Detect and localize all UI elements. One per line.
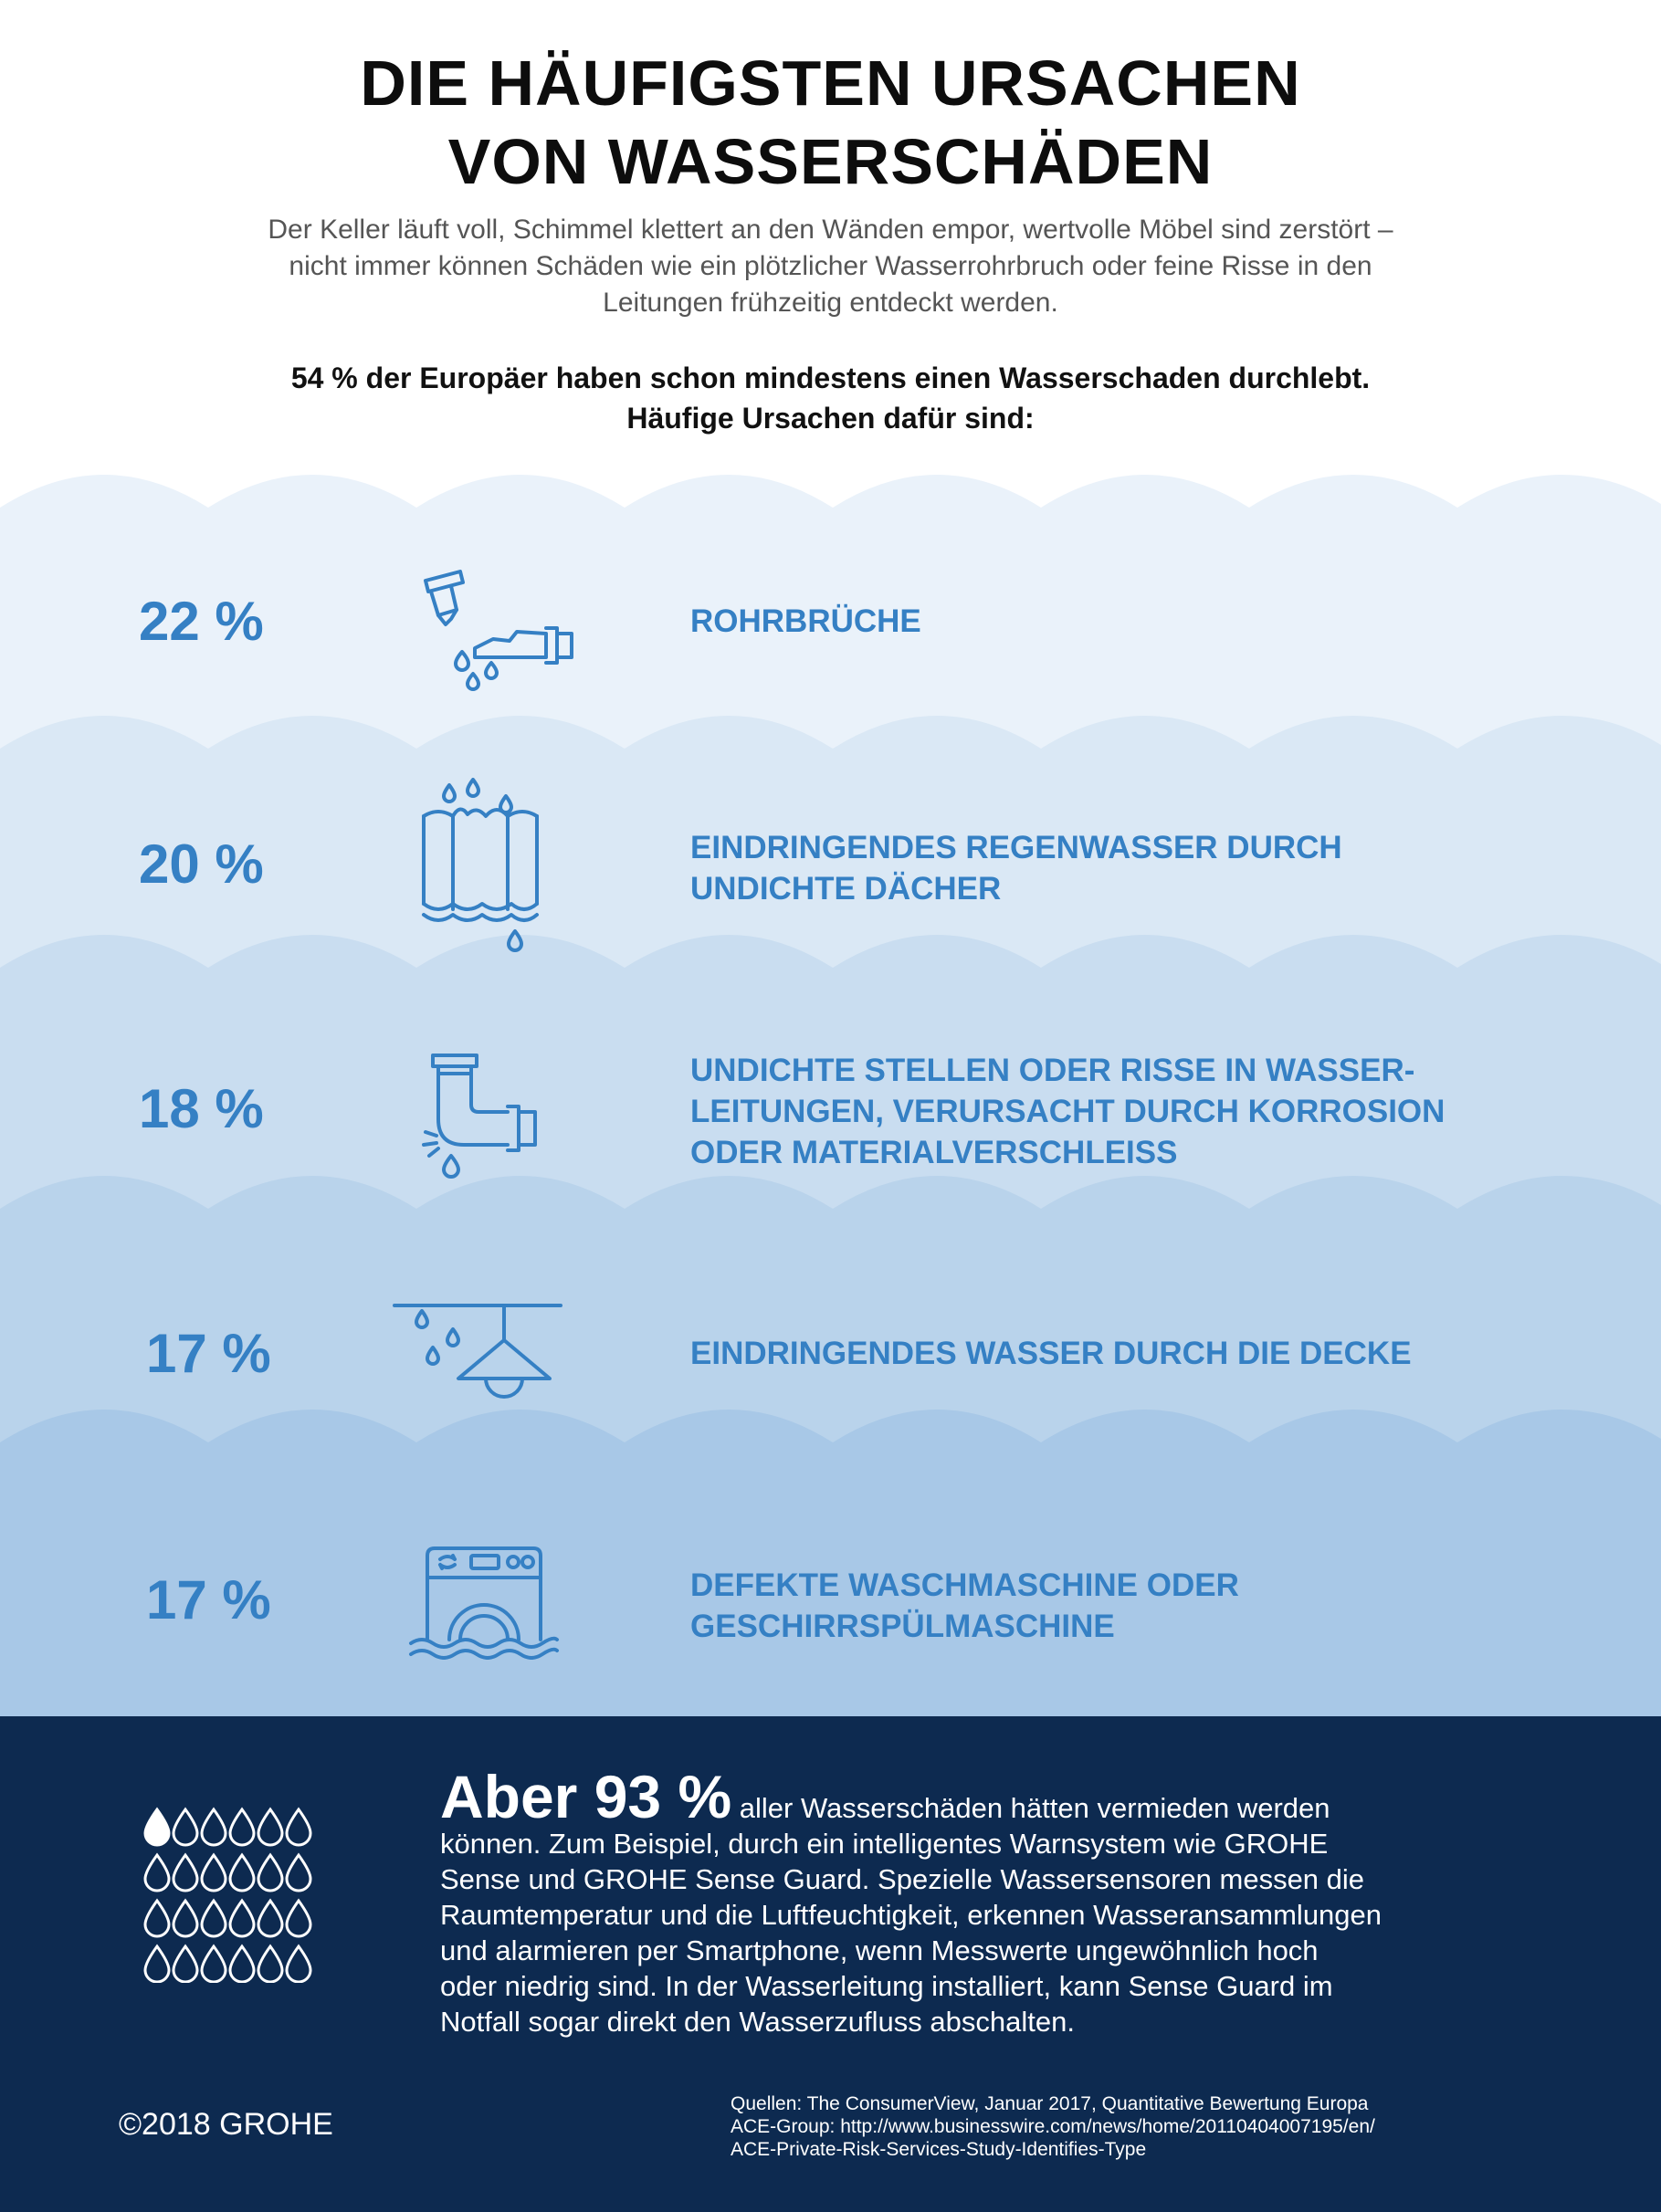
prevention-first-line — [440, 1763, 1563, 1830]
leaking-roof-icon — [416, 776, 544, 959]
source-line: ACE-Private-Risk-Services-Study-Identifies-Type — [731, 2139, 1147, 2160]
water-drop-icon — [173, 1946, 197, 1982]
cause-label-line: UNDICHTE STELLEN ODER RISSE IN WASSER- — [690, 1053, 1415, 1088]
water-drop-icon — [258, 1946, 282, 1982]
drop-grid — [142, 1804, 312, 1983]
water-drop-icon — [287, 1901, 310, 1936]
title-line-1: DIE HÄUFIGSTEN URSACHEN — [360, 47, 1301, 119]
water-drop-icon — [202, 1855, 226, 1891]
leaking-pipe-elbow-icon — [416, 1050, 553, 1187]
prevention-line: Notfall sogar direkt den Wasserzufluss abschalten. — [440, 2006, 1075, 2038]
water-drop-icon — [202, 1946, 226, 1982]
prevention-line: können. Zum Beispiel, durch ein intelligentes Warnsystem wie GROHE — [440, 1828, 1329, 1860]
water-drop-icon — [173, 1855, 197, 1891]
cause-label-line: GESCHIRRSPÜLMASCHINE — [690, 1609, 1115, 1644]
ceiling-lamp-drip-icon — [391, 1296, 564, 1406]
prevention-line: Sense und GROHE Sense Guard. Spezielle Wassersensoren messen die — [440, 1863, 1365, 1895]
source-line: ACE-Group: http://www.businesswire.com/news/home/20110404007195/en/ — [731, 2116, 1375, 2137]
water-drop-icon — [258, 1855, 282, 1891]
cause-percent: 17 % — [146, 1569, 271, 1630]
water-drop-icon — [287, 1809, 310, 1845]
prevention-text — [440, 1763, 1563, 2039]
water-drop-icon — [287, 1946, 310, 1982]
cause-label — [690, 1565, 1239, 1647]
water-drop-icon — [145, 1946, 169, 1982]
water-drop-icon-filled — [145, 1809, 169, 1845]
water-drop-icon — [173, 1901, 197, 1936]
prevention-line: Raumtemperatur und die Luftfeuchtigkeit, erkennen Wasseransammlungen — [440, 1899, 1382, 1931]
intro-text — [137, 212, 1524, 321]
cause-label — [690, 601, 921, 642]
water-drop-icon — [145, 1901, 169, 1936]
water-drop-icon — [230, 1855, 254, 1891]
cause-label — [690, 1333, 1412, 1374]
first-line-text: aller Wasserschäden hätten vermieden werden — [731, 1792, 1330, 1824]
cause-label-line: EINDRINGENDES WASSER DURCH DIE DECKE — [690, 1336, 1412, 1371]
water-drop-icon — [230, 1901, 254, 1936]
prevention-line: und alarmieren per Smartphone, wenn Messwerte ungewöhnlich hoch — [440, 1934, 1319, 1966]
wave-band-5 — [0, 1410, 1661, 1716]
water-drop-icon — [173, 1809, 197, 1845]
lead-statement — [91, 358, 1570, 438]
copyright: ©2018 GROHE — [119, 2107, 333, 2142]
cause-label — [690, 1050, 1445, 1173]
lead-line-1: 54 % der Europäer haben schon mindestens einen Wasserschaden durchlebt. — [290, 362, 1371, 394]
intro-line-3: Leitungen frühzeitig entdeckt werden. — [603, 288, 1058, 318]
cause-label-line: EINDRINGENDES REGENWASSER DURCH — [690, 830, 1342, 865]
prevention-line: oder niedrig sind. In der Wasserleitung installiert, kann Sense Guard im — [440, 1970, 1333, 2002]
highlight-stat: Aber 93 % — [440, 1763, 732, 1830]
cause-percent: 22 % — [139, 591, 264, 652]
water-drop-icon — [145, 1855, 169, 1891]
cause-label-line: DEFEKTE WASCHMASCHINE ODER — [690, 1567, 1239, 1603]
water-drop-icon — [287, 1855, 310, 1891]
page-title — [0, 44, 1661, 201]
cause-label-line: ODER MATERIALVERSCHLEISS — [690, 1135, 1178, 1170]
cause-label-line: LEITUNGEN, VERURSACHT DURCH KORROSION — [690, 1094, 1445, 1129]
intro-line-1: Der Keller läuft voll, Schimmel klettert an den Wänden empor, wertvolle Möbel sind zerstört – — [268, 215, 1393, 245]
broken-pipe-icon — [418, 568, 583, 696]
cause-label — [690, 827, 1342, 909]
water-drop-icon — [258, 1901, 282, 1936]
cause-percent: 18 % — [139, 1078, 264, 1139]
cause-label-line: UNDICHTE DÄCHER — [690, 871, 1002, 907]
sources — [731, 2092, 1375, 2161]
intro-line-2: nicht immer können Schäden wie ein plötzlicher Wasserrohrbruch oder feine Risse in den — [289, 251, 1372, 281]
water-drop-icon — [230, 1946, 254, 1982]
water-drop-icon — [258, 1809, 282, 1845]
lead-line-2: Häufige Ursachen dafür sind: — [626, 402, 1035, 435]
water-drop-icon — [230, 1809, 254, 1845]
water-drop-icon — [202, 1901, 226, 1936]
source-line: Quellen: The ConsumerView, Januar 2017, Quantitative Bewertung Europa — [731, 2093, 1369, 2114]
title-line-2: VON WASSERSCHÄDEN — [447, 126, 1214, 197]
washing-machine-icon — [405, 1541, 561, 1660]
cause-percent: 20 % — [139, 833, 264, 895]
water-drop-icon — [202, 1809, 226, 1845]
cause-percent: 17 % — [146, 1323, 271, 1384]
cause-label-line: ROHRBRÜCHE — [690, 603, 921, 639]
